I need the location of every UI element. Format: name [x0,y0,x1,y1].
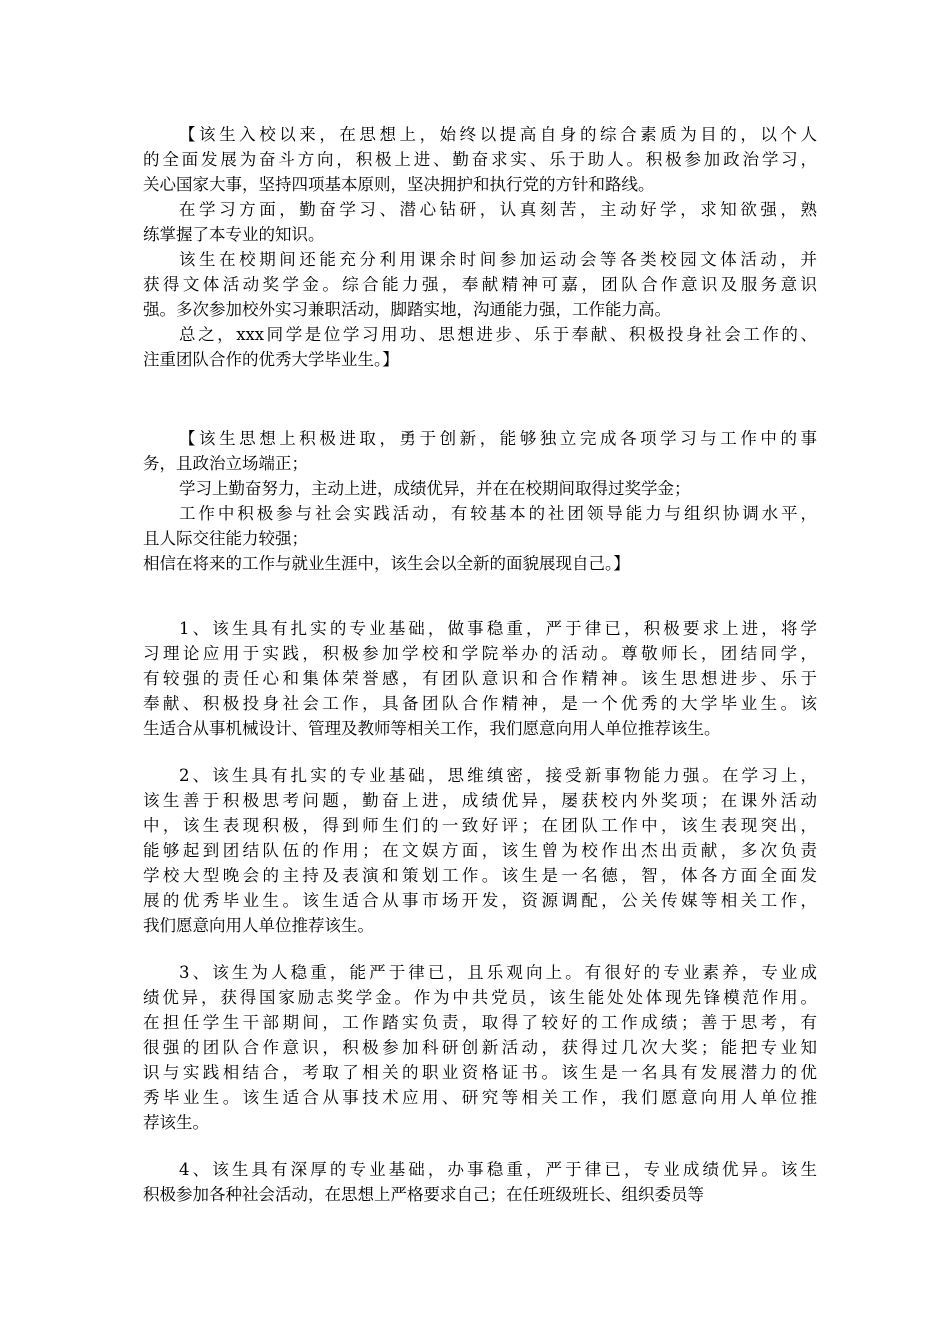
document-body [143,122,817,1207]
paragraph [143,616,817,741]
paragraph [143,501,817,551]
text-line: 工作中积极参与社会实践活动，有较基本的社团领导能力与组织协调水平， [179,504,817,523]
text-line: 有较强的责任心和集体荣誉感，有团队意识和合作精神。该生思想进步、乐于 [143,669,817,688]
paragraph [143,551,817,576]
paragraph-spacer [143,938,817,960]
paragraph [143,247,817,322]
text-line: 习理论应用于实践，积极参加学校和学院举办的活动。尊敬师长，团结同学， [143,644,817,663]
text-line: 的全面发展为奋斗方向，积极上进、勤奋求实、乐于助人。积极参加政治学习， [143,150,817,169]
text-line: 且人际交往能力较强； [143,529,308,548]
text-line: 奉献、积极投身社会工作，具备团队合作精神，是一个优秀的大学毕业生。该 [143,694,817,713]
text-line: 1、该生具有扎实的专业基础，做事稳重，严于律已，积极要求上进，将学 [179,619,817,638]
paragraph [143,763,817,938]
text-line: 3、该生为人稳重，能严于律已，且乐观向上。有很好的专业素养，专业成 [179,963,817,982]
text-line: 中，该生表现积极，得到师生们的一致好评；在团队工作中，该生表现突出， [143,816,817,835]
text-line: 学校大型晚会的主持及表演和策划工作。该生是一名德，智，体各方面全面发 [143,866,817,885]
text-line: 总之，xxx同学是位学习用功、思想进步、乐于奉献、积极投身社会工作的、 [179,325,817,344]
text-line: 荐该生。 [143,1113,209,1132]
paragraph [143,476,817,501]
text-line: 关心国家大事，坚持四项基本原则，坚决拥护和执行党的方针和路线。 [143,175,655,194]
paragraph [143,322,817,372]
text-line: 学习上勤奋努力，主动上进，成绩优异，并在在校期间取得过奖学金； [179,479,691,498]
text-line: 该生在校期间还能充分利用课余时间参加运动会等各类校园文体活动，并 [179,250,817,269]
text-line: 秀毕业生。该生适合从事技术应用、研究等相关工作，我们愿意向用人单位推 [143,1088,817,1107]
paragraph-spacer [143,1135,817,1157]
text-line: 展的优秀毕业生。该生适合从事市场开发，资源调配，公关传媒等相关工作， [143,891,817,910]
text-line: 注重团队合作的优秀大学毕业生。】 [143,350,399,369]
text-line: 2、该生具有扎实的专业基础，思维缜密，接受新事物能力强。在学习上， [179,766,817,785]
text-line: 该生善于积极思考问题，勤奋上进，成绩优异，屡获校内外奖项；在课外活动 [143,791,817,810]
text-block-2 [143,426,817,576]
text-line: 获得文体活动奖学金。综合能力强，奉献精神可嘉，团队合作意识及服务意识 [143,275,817,294]
text-line: 【该生思想上积极进取，勇于创新，能够独立完成各项学习与工作中的事 [179,429,817,448]
text-line: 练掌握了本专业的知识。 [143,225,325,244]
paragraph [143,1157,817,1207]
paragraph [143,122,817,197]
text-line: 在担任学生干部期间，工作踏实负责，取得了较好的工作成绩；善于思考，有 [143,1013,817,1032]
text-line: 积极参加各种社会活动，在思想上严格要求自己；在任班级班长、组织委员等 [143,1185,704,1204]
text-line: 很强的团队合作意识，积极参加科研创新活动，获得过几次大奖；能把专业知 [143,1038,817,1057]
text-line: 我们愿意向用人单位推荐该生。 [143,916,374,935]
paragraph [143,960,817,1135]
text-line: 【该生入校以来，在思想上，始终以提高自身的综合素质为目的，以个人 [179,125,817,144]
block-spacer [143,372,817,426]
text-line: 在学习方面，勤奋学习、潜心钻研，认真刻苦，主动好学，求知欲强，熟 [179,200,817,219]
text-line: 生适合从事机械设计、管理及教师等相关工作，我们愿意向用人单位推荐该生。 [143,719,721,738]
paragraph-spacer [143,741,817,763]
block-spacer [143,576,817,616]
text-line: 4、该生具有深厚的专业基础，办事稳重，严于律已，专业成绩优异。该生 [179,1160,817,1179]
text-line: 识与实践相结合，考取了相关的职业资格证书。该生是一名具有发展潜力的优 [143,1063,817,1082]
text-line: 绩优异，获得国家励志奖学金。作为中共党员，该生能处处体现先锋模范作用。 [143,988,817,1007]
paragraph [143,197,817,247]
paragraph [143,426,817,476]
text-line: 相信在将来的工作与就业生涯中，该生会以全新的面貌展现自己。】 [143,554,630,573]
text-line: 强。多次参加校外实习兼职活动，脚踏实地，沟通能力强，工作能力高。 [143,300,671,319]
text-block-1 [143,122,817,372]
text-line: 能够起到团结队伍的作用；在文娱方面，该生曾为校作出杰出贡献，多次负责 [143,841,817,860]
text-block-3 [143,616,817,1207]
text-line: 务，且政治立场端正； [143,454,308,473]
